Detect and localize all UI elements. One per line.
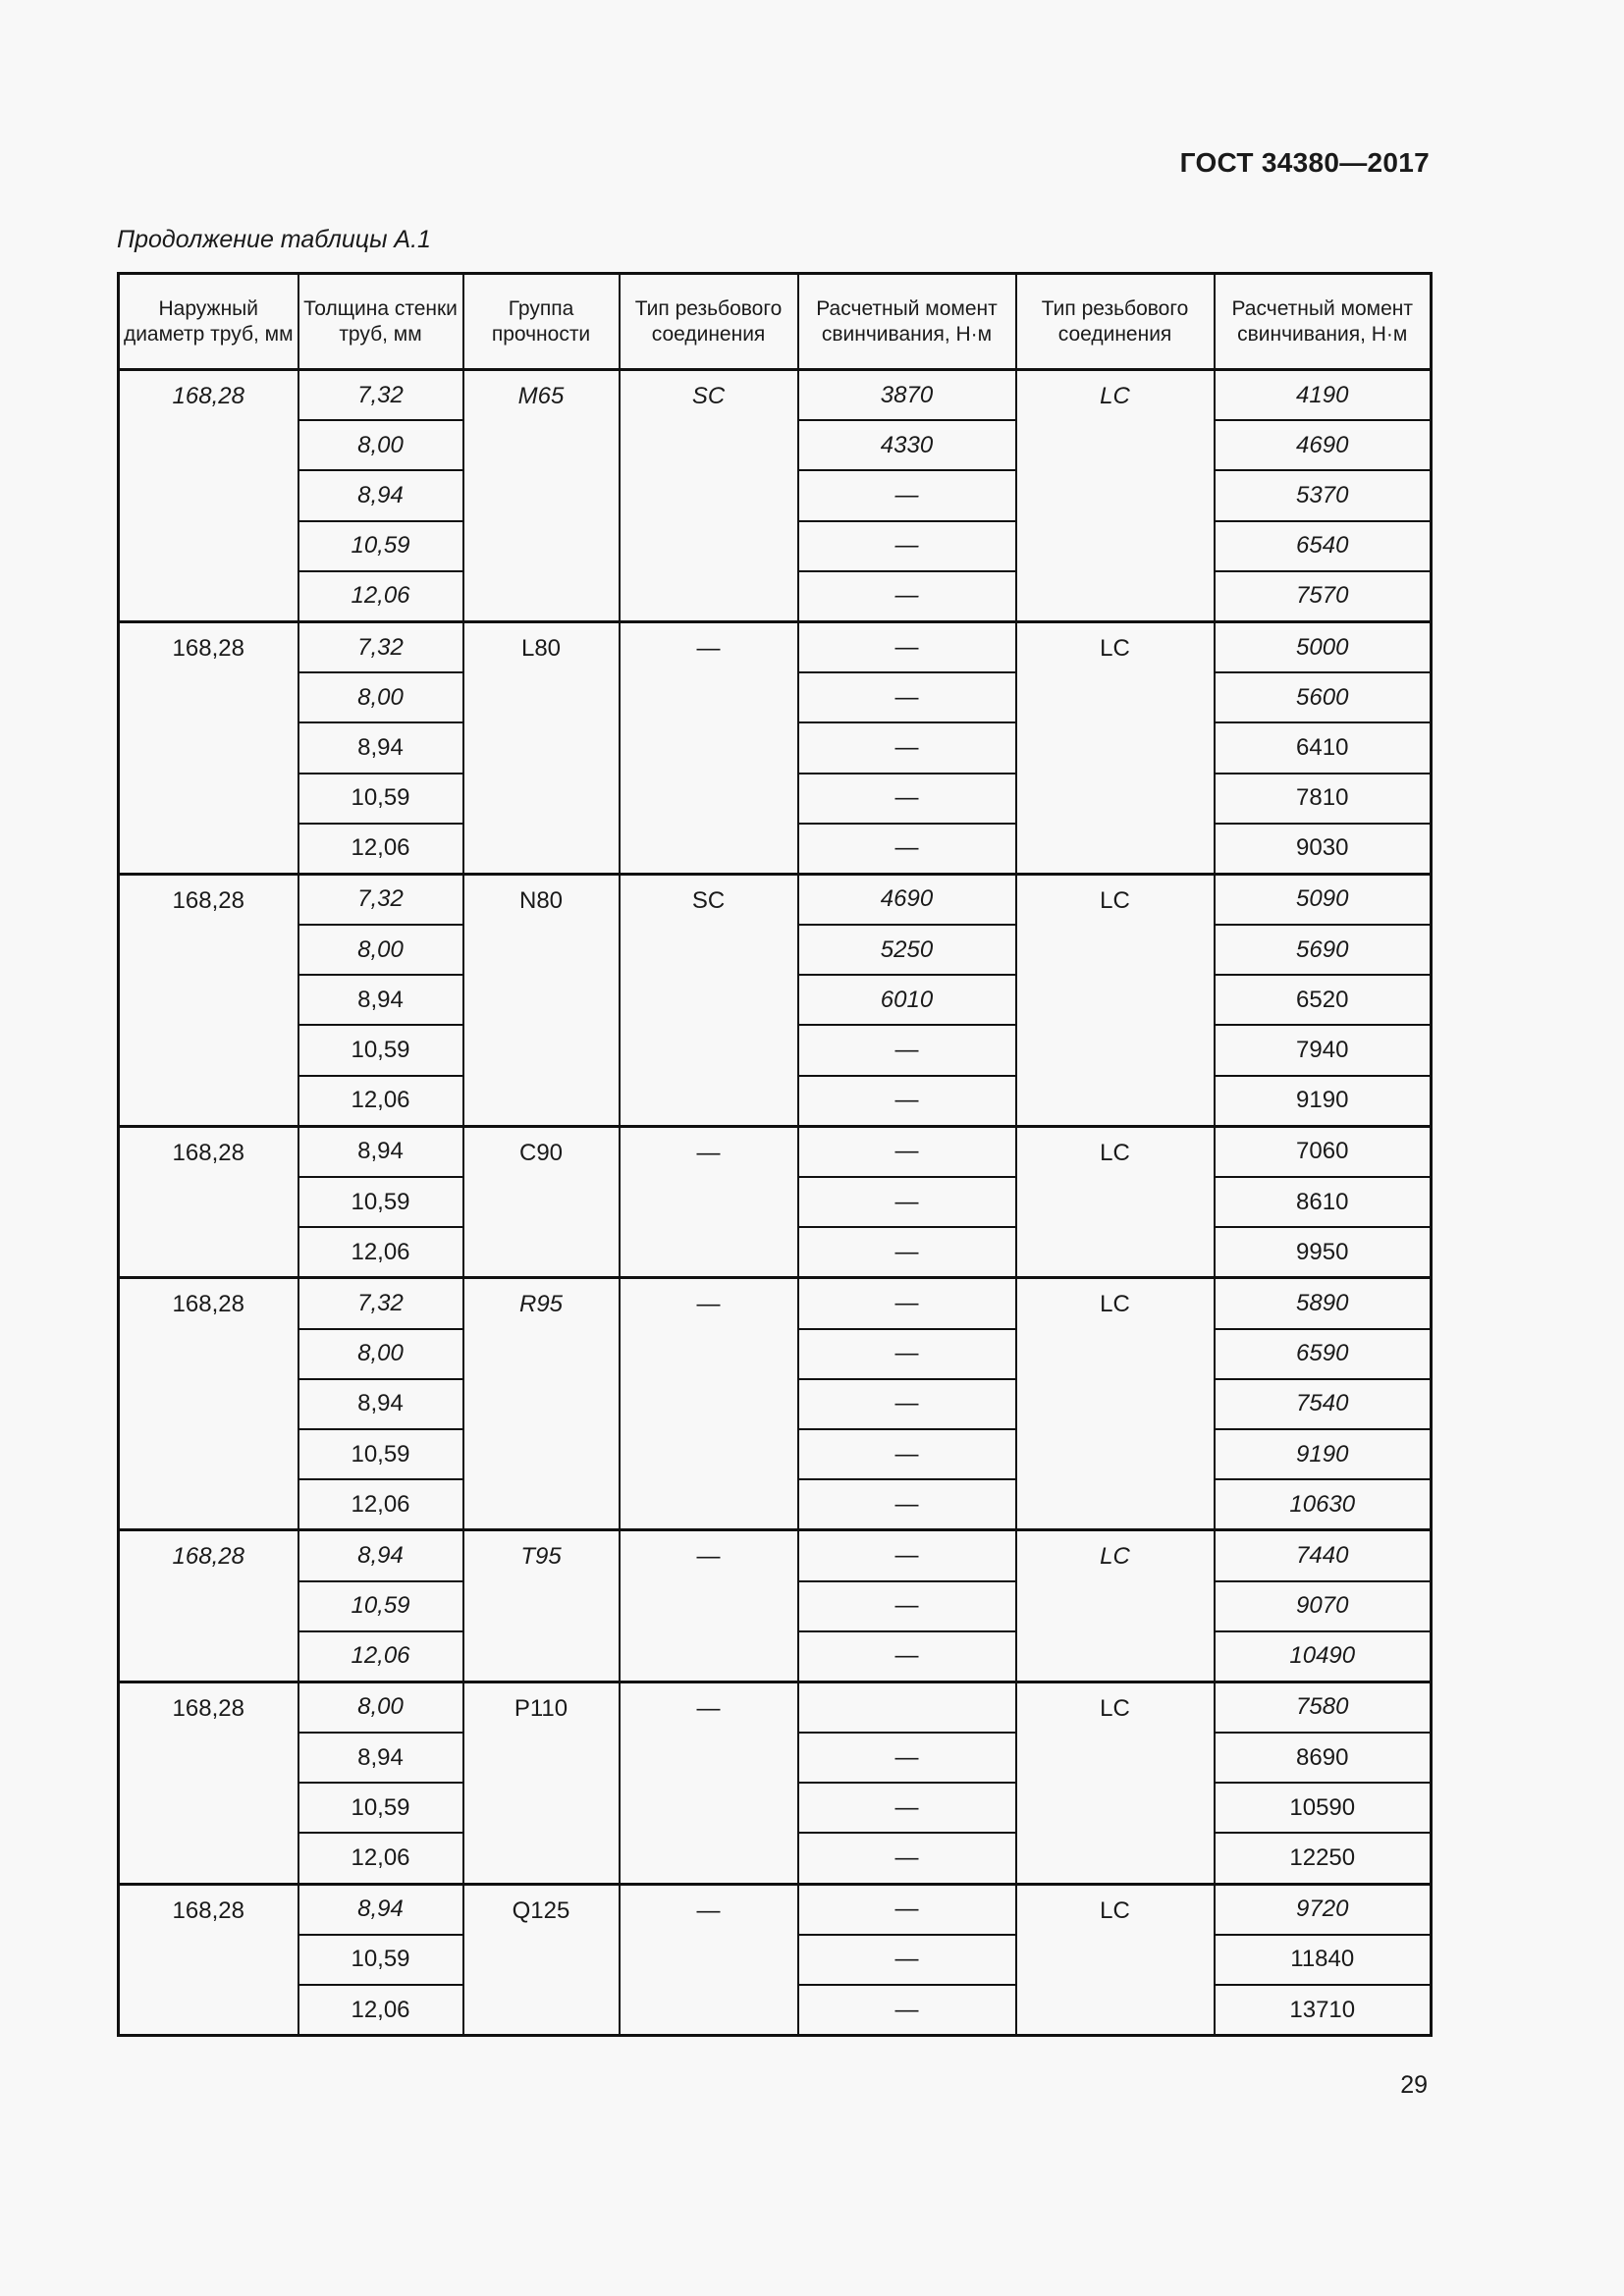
torque-2-cell: 5690	[1215, 925, 1432, 975]
document-code: ГОСТ 34380—2017	[1179, 147, 1430, 178]
outer-diameter-cell: 168,28	[119, 370, 298, 622]
strength-group-cell: L80	[463, 621, 620, 874]
table-row	[119, 370, 1432, 421]
torque-2-cell: 9950	[1215, 1227, 1432, 1278]
wall-thickness-cell: 10,59	[298, 521, 463, 571]
torque-2-cell: 6520	[1215, 975, 1432, 1025]
wall-thickness-cell: 10,59	[298, 1177, 463, 1227]
outer-diameter-cell: 168,28	[119, 621, 298, 874]
table-row	[119, 1530, 1432, 1581]
torque-2-cell: 7540	[1215, 1379, 1432, 1429]
wall-thickness-cell: 8,00	[298, 925, 463, 975]
torque-1-cell: —	[798, 824, 1016, 875]
torque-1-cell: —	[798, 1985, 1016, 2036]
torque-1-cell: 3870	[798, 370, 1016, 421]
header-torque-1: Расчетный момент свинчивания, Н·м	[798, 274, 1016, 370]
torque-table	[117, 272, 1433, 2037]
wall-thickness-cell: 8,94	[298, 1884, 463, 1935]
thread-type-2-cell: LC	[1016, 1126, 1215, 1278]
thread-type-2-cell: LC	[1016, 621, 1215, 874]
torque-2-cell: 5090	[1215, 874, 1432, 925]
wall-thickness-cell: 8,00	[298, 1682, 463, 1733]
wall-thickness-cell: 8,94	[298, 1530, 463, 1581]
torque-2-cell: 4190	[1215, 370, 1432, 421]
wall-thickness-cell: 12,06	[298, 824, 463, 875]
wall-thickness-cell: 12,06	[298, 1985, 463, 2036]
wall-thickness-cell: 10,59	[298, 1935, 463, 1985]
strength-group-cell: С90	[463, 1126, 620, 1278]
torque-2-cell: 12250	[1215, 1833, 1432, 1884]
torque-1-cell: —	[798, 1935, 1016, 1985]
wall-thickness-cell: 8,94	[298, 1379, 463, 1429]
thread-type-2-cell: LC	[1016, 370, 1215, 622]
torque-2-cell: 8610	[1215, 1177, 1432, 1227]
thread-type-2-cell: LC	[1016, 1682, 1215, 1884]
torque-1-cell: —	[798, 1479, 1016, 1530]
strength-group-cell: Т95	[463, 1530, 620, 1682]
thread-type-2-cell: LC	[1016, 1884, 1215, 2036]
outer-diameter-cell: 168,28	[119, 1530, 298, 1682]
wall-thickness-cell: 7,32	[298, 370, 463, 421]
torque-1-cell: —	[798, 1278, 1016, 1329]
torque-1-cell: —	[798, 621, 1016, 672]
torque-2-cell: 7810	[1215, 774, 1432, 824]
header-strength-group: Группа прочности	[463, 274, 620, 370]
table-row	[119, 1278, 1432, 1329]
outer-diameter-cell: 168,28	[119, 1126, 298, 1278]
strength-group-cell: P110	[463, 1682, 620, 1884]
torque-1-cell: —	[798, 1177, 1016, 1227]
torque-2-cell: 8690	[1215, 1733, 1432, 1783]
wall-thickness-cell: 8,94	[298, 470, 463, 520]
torque-1-cell: —	[798, 774, 1016, 824]
header-thread-type-2: Тип резьбового соединения	[1016, 274, 1215, 370]
torque-2-cell: 9720	[1215, 1884, 1432, 1935]
wall-thickness-cell: 12,06	[298, 1479, 463, 1530]
wall-thickness-cell: 8,00	[298, 1329, 463, 1379]
thread-type-1-cell: —	[620, 1278, 798, 1530]
torque-2-cell: 11840	[1215, 1935, 1432, 1985]
header-wall-thickness: Толщина стенки труб, мм	[298, 274, 463, 370]
thread-type-1-cell: —	[620, 1126, 798, 1278]
thread-type-2-cell: LC	[1016, 874, 1215, 1126]
outer-diameter-cell: 168,28	[119, 874, 298, 1126]
torque-1-cell: —	[798, 1329, 1016, 1379]
wall-thickness-cell: 10,59	[298, 1025, 463, 1075]
torque-1-cell: —	[798, 1631, 1016, 1682]
torque-1-cell: —	[798, 1227, 1016, 1278]
torque-2-cell: 7060	[1215, 1126, 1432, 1177]
table-caption: Продолжение таблицы А.1	[117, 226, 431, 253]
torque-1-cell: —	[798, 1126, 1016, 1177]
strength-group-cell: R95	[463, 1278, 620, 1530]
torque-1-cell: —	[798, 1581, 1016, 1631]
torque-2-cell: 7440	[1215, 1530, 1432, 1581]
torque-1-cell: —	[798, 1379, 1016, 1429]
torque-1-cell: —	[798, 722, 1016, 773]
header-outer-diameter: Наружный диаметр труб, мм	[119, 274, 298, 370]
wall-thickness-cell: 12,06	[298, 1833, 463, 1884]
torque-1-cell: —	[798, 1833, 1016, 1884]
thread-type-1-cell: —	[620, 1884, 798, 2036]
wall-thickness-cell: 12,06	[298, 571, 463, 622]
torque-2-cell: 6540	[1215, 521, 1432, 571]
torque-1-cell: 4330	[798, 420, 1016, 470]
strength-group-cell: Q125	[463, 1884, 620, 2036]
header-thread-type-1: Тип резьбового соединения	[620, 274, 798, 370]
wall-thickness-cell: 7,32	[298, 1278, 463, 1329]
wall-thickness-cell: 8,94	[298, 722, 463, 773]
strength-group-cell: N80	[463, 874, 620, 1126]
table-row	[119, 874, 1432, 925]
torque-2-cell: 9030	[1215, 824, 1432, 875]
wall-thickness-cell: 8,94	[298, 1733, 463, 1783]
table-body	[119, 370, 1432, 2036]
torque-2-cell: 9070	[1215, 1581, 1432, 1631]
torque-1-cell: 4690	[798, 874, 1016, 925]
wall-thickness-cell: 10,59	[298, 774, 463, 824]
table-header-row	[119, 274, 1432, 370]
torque-2-cell: 9190	[1215, 1076, 1432, 1127]
torque-2-cell: 5890	[1215, 1278, 1432, 1329]
torque-1-cell: —	[798, 521, 1016, 571]
torque-1-cell: —	[798, 1530, 1016, 1581]
torque-1-cell: —	[798, 470, 1016, 520]
torque-1-cell: —	[798, 672, 1016, 722]
page-number: 29	[1400, 2071, 1428, 2099]
thread-type-1-cell: —	[620, 621, 798, 874]
outer-diameter-cell: 168,28	[119, 1682, 298, 1884]
outer-diameter-cell: 168,28	[119, 1884, 298, 2036]
wall-thickness-cell: 8,94	[298, 1126, 463, 1177]
wall-thickness-cell: 8,94	[298, 975, 463, 1025]
torque-2-cell: 5370	[1215, 470, 1432, 520]
torque-1-cell: —	[798, 1076, 1016, 1127]
header-torque-2: Расчетный момент свинчивания, Н·м	[1215, 274, 1432, 370]
torque-1-cell: 5250	[798, 925, 1016, 975]
torque-2-cell: 6590	[1215, 1329, 1432, 1379]
torque-1-cell: —	[798, 1783, 1016, 1833]
torque-1-cell: —	[798, 571, 1016, 622]
wall-thickness-cell: 8,00	[298, 672, 463, 722]
wall-thickness-cell: 7,32	[298, 621, 463, 672]
wall-thickness-cell: 10,59	[298, 1783, 463, 1833]
thread-type-1-cell: —	[620, 1530, 798, 1682]
torque-2-cell: 10490	[1215, 1631, 1432, 1682]
torque-2-cell: 4690	[1215, 420, 1432, 470]
torque-1-cell: 6010	[798, 975, 1016, 1025]
torque-2-cell: 10630	[1215, 1479, 1432, 1530]
torque-2-cell: 7940	[1215, 1025, 1432, 1075]
thread-type-2-cell: LC	[1016, 1530, 1215, 1682]
torque-2-cell: 7580	[1215, 1682, 1432, 1733]
thread-type-1-cell: —	[620, 1682, 798, 1884]
strength-group-cell: М65	[463, 370, 620, 622]
torque-2-cell: 9190	[1215, 1429, 1432, 1479]
table-row	[119, 1682, 1432, 1733]
torque-1-cell: —	[798, 1429, 1016, 1479]
wall-thickness-cell: 10,59	[298, 1429, 463, 1479]
thread-type-1-cell: SC	[620, 874, 798, 1126]
torque-1-cell: —	[798, 1884, 1016, 1935]
torque-2-cell: 7570	[1215, 571, 1432, 622]
thread-type-2-cell: LC	[1016, 1278, 1215, 1530]
torque-2-cell: 5000	[1215, 621, 1432, 672]
wall-thickness-cell: 12,06	[298, 1076, 463, 1127]
wall-thickness-cell: 10,59	[298, 1581, 463, 1631]
torque-2-cell: 5600	[1215, 672, 1432, 722]
wall-thickness-cell: 12,06	[298, 1227, 463, 1278]
torque-2-cell: 6410	[1215, 722, 1432, 773]
torque-1-cell: —	[798, 1733, 1016, 1783]
torque-1-cell	[798, 1682, 1016, 1733]
torque-2-cell: 13710	[1215, 1985, 1432, 2036]
torque-2-cell: 10590	[1215, 1783, 1432, 1833]
table-row	[119, 1126, 1432, 1177]
thread-type-1-cell: SC	[620, 370, 798, 622]
wall-thickness-cell: 7,32	[298, 874, 463, 925]
torque-1-cell: —	[798, 1025, 1016, 1075]
outer-diameter-cell: 168,28	[119, 1278, 298, 1530]
table-row	[119, 1884, 1432, 1935]
wall-thickness-cell: 12,06	[298, 1631, 463, 1682]
table-row	[119, 621, 1432, 672]
wall-thickness-cell: 8,00	[298, 420, 463, 470]
